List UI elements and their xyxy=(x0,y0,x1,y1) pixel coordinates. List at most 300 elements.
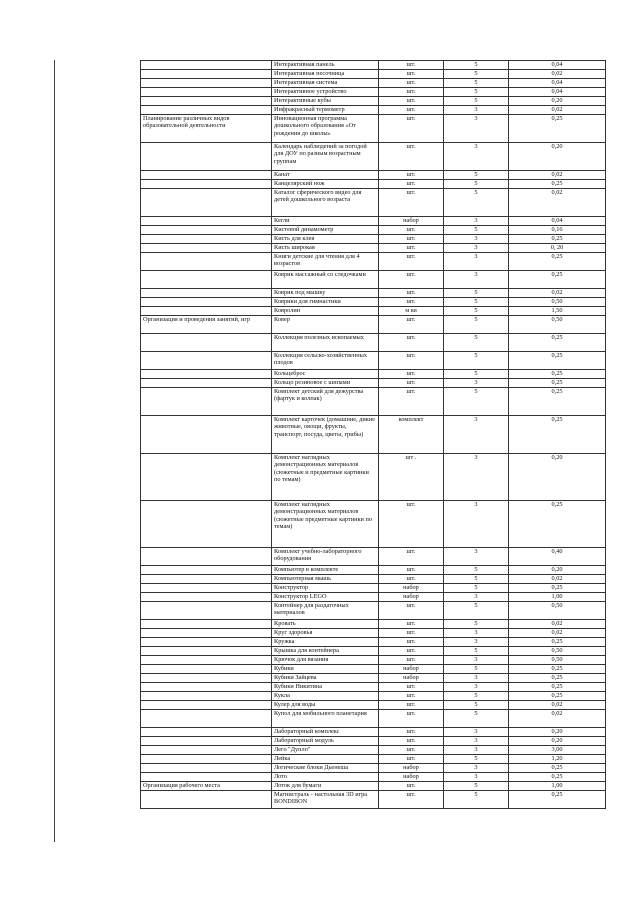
period-cell: 0,50 xyxy=(509,656,606,665)
table-row xyxy=(141,755,606,764)
item-name-cell: Лабораторный модуль xyxy=(272,737,379,746)
category-cell: Организация и проведения занятий, игр xyxy=(141,316,272,334)
period-cell: 0,25 xyxy=(509,235,606,244)
period-cell: 0,25 xyxy=(509,692,606,701)
period-cell: 0,04 xyxy=(509,79,606,88)
period-cell: 0,25 xyxy=(509,115,606,143)
item-name-cell: Интерактивная панель xyxy=(272,61,379,70)
category-cell xyxy=(141,226,272,235)
table-row xyxy=(141,115,606,143)
quantity-cell: 5 xyxy=(444,602,509,620)
item-name-cell: Кистевой динамометр xyxy=(272,226,379,235)
table-row xyxy=(141,656,606,665)
period-cell: 0,20 xyxy=(509,566,606,575)
period-cell: 1,50 xyxy=(509,307,606,316)
item-name-cell: Интерактивная песочница xyxy=(272,70,379,79)
item-name-cell: Канат xyxy=(272,171,379,180)
unit-cell: шт. xyxy=(379,710,444,728)
category-cell xyxy=(141,217,272,226)
unit-cell: шт. xyxy=(379,755,444,764)
period-cell: 3,00 xyxy=(509,746,606,755)
category-cell xyxy=(141,79,272,88)
quantity-cell: 5 xyxy=(444,180,509,189)
unit-cell: шт. xyxy=(379,180,444,189)
period-cell: 0,04 xyxy=(509,217,606,226)
quantity-cell: 3 xyxy=(444,683,509,692)
period-cell: 0,25 xyxy=(509,180,606,189)
category-cell xyxy=(141,548,272,566)
unit-cell: шт. xyxy=(379,638,444,647)
table-row xyxy=(141,737,606,746)
table-row xyxy=(141,388,606,416)
unit-cell: шт. xyxy=(379,171,444,180)
category-cell xyxy=(141,665,272,674)
item-name-cell: Кружка xyxy=(272,638,379,647)
quantity-cell: 5 xyxy=(444,316,509,334)
table-row xyxy=(141,674,606,683)
unit-cell: шт. xyxy=(379,701,444,710)
category-cell xyxy=(141,620,272,629)
table-row xyxy=(141,106,606,115)
quantity-cell: 3 xyxy=(444,416,509,454)
table-row xyxy=(141,217,606,226)
item-name-cell: Кубики Зайцева xyxy=(272,674,379,683)
quantity-cell: 5 xyxy=(444,79,509,88)
table-row xyxy=(141,298,606,307)
category-cell xyxy=(141,416,272,454)
page-margin-rule xyxy=(54,60,55,842)
item-name-cell: Коврик массажный со следочками xyxy=(272,271,379,289)
item-name-cell: Компьютер в комплекте xyxy=(272,566,379,575)
unit-cell: шт. xyxy=(379,189,444,217)
quantity-cell: 5 xyxy=(444,584,509,593)
period-cell: 0,50 xyxy=(509,316,606,334)
quantity-cell: 3 xyxy=(444,271,509,289)
category-cell: Планирование различных видов образовательной деятельности xyxy=(141,115,272,143)
table-row xyxy=(141,454,606,501)
unit-cell: шт. xyxy=(379,352,444,370)
item-name-cell: Комплект детский для дежурства (фартук и колпак) xyxy=(272,388,379,416)
period-cell: 0,20 xyxy=(509,97,606,106)
category-cell xyxy=(141,70,272,79)
unit-cell: шт. xyxy=(379,79,444,88)
category-cell xyxy=(141,143,272,171)
table-row xyxy=(141,352,606,370)
table-row xyxy=(141,782,606,791)
period-cell: 1,20 xyxy=(509,755,606,764)
item-name-cell: Коллекция полезных ископаемых xyxy=(272,334,379,352)
quantity-cell: 5 xyxy=(444,307,509,316)
quantity-cell: 3 xyxy=(444,244,509,253)
period-cell: 0,50 xyxy=(509,647,606,656)
item-name-cell: Крючок для вязания xyxy=(272,656,379,665)
unit-cell: шт. xyxy=(379,106,444,115)
period-cell: 0,25 xyxy=(509,416,606,454)
category-cell xyxy=(141,755,272,764)
item-name-cell: Кольцо резиновое с шипами xyxy=(272,379,379,388)
quantity-cell: 3 xyxy=(444,764,509,773)
category-cell xyxy=(141,701,272,710)
table-row xyxy=(141,647,606,656)
quantity-cell: 3 xyxy=(444,674,509,683)
quantity-cell: 3 xyxy=(444,115,509,143)
quantity-cell: 5 xyxy=(444,692,509,701)
item-name-cell: Магнистраль - настольная 3D игра BONDIBON xyxy=(272,791,379,809)
table-row xyxy=(141,584,606,593)
table-row xyxy=(141,70,606,79)
unit-cell: шт. xyxy=(379,728,444,737)
period-cell: 0,20 xyxy=(509,143,606,171)
item-name-cell: Коврики для гимнастики xyxy=(272,298,379,307)
item-name-cell: Купол для мобильного планетария xyxy=(272,710,379,728)
category-cell xyxy=(141,638,272,647)
table-row xyxy=(141,253,606,271)
table-row xyxy=(141,316,606,334)
quantity-cell: 5 xyxy=(444,575,509,584)
quantity-cell: 5 xyxy=(444,701,509,710)
unit-cell: шт. xyxy=(379,70,444,79)
quantity-cell: 3 xyxy=(444,454,509,501)
item-name-cell: Коллекция сельско-хозяйственных плодов xyxy=(272,352,379,370)
unit-cell: шт. xyxy=(379,656,444,665)
period-cell: 0,25 xyxy=(509,253,606,271)
item-name-cell: Ковер xyxy=(272,316,379,334)
period-cell: 0,50 xyxy=(509,298,606,307)
unit-cell: шт. xyxy=(379,782,444,791)
period-cell: 0,20 xyxy=(509,728,606,737)
item-name-cell: Кулер для воды xyxy=(272,701,379,710)
period-cell: 0,40 xyxy=(509,548,606,566)
item-name-cell: Кегли xyxy=(272,217,379,226)
unit-cell: набор xyxy=(379,217,444,226)
category-cell xyxy=(141,289,272,298)
item-name-cell: Кольцеброс xyxy=(272,370,379,379)
quantity-cell: 3 xyxy=(444,629,509,638)
category-cell xyxy=(141,171,272,180)
quantity-cell: 3 xyxy=(444,656,509,665)
quantity-cell: 5 xyxy=(444,791,509,809)
quantity-cell: 3 xyxy=(444,253,509,271)
category-cell xyxy=(141,773,272,782)
item-name-cell: Лейка xyxy=(272,755,379,764)
unit-cell: шт. xyxy=(379,602,444,620)
category-cell xyxy=(141,728,272,737)
period-cell: 0,02 xyxy=(509,575,606,584)
category-cell xyxy=(141,244,272,253)
quantity-cell: 5 xyxy=(444,710,509,728)
unit-cell: шт. xyxy=(379,298,444,307)
quantity-cell: 5 xyxy=(444,226,509,235)
table-row xyxy=(141,289,606,298)
table-row xyxy=(141,189,606,217)
quantity-cell: 3 xyxy=(444,106,509,115)
period-cell: 0,02 xyxy=(509,701,606,710)
table-row xyxy=(141,602,606,620)
period-cell: 0,25 xyxy=(509,674,606,683)
table-row xyxy=(141,143,606,171)
table-row xyxy=(141,226,606,235)
period-cell: 0,25 xyxy=(509,773,606,782)
unit-cell: шт. xyxy=(379,143,444,171)
table-row xyxy=(141,791,606,809)
quantity-cell: 3 xyxy=(444,548,509,566)
unit-cell: набор xyxy=(379,764,444,773)
category-cell xyxy=(141,575,272,584)
item-name-cell: Кровать xyxy=(272,620,379,629)
table-row xyxy=(141,746,606,755)
category-cell xyxy=(141,97,272,106)
item-name-cell: Кубики xyxy=(272,665,379,674)
equipment-table-body xyxy=(141,61,606,809)
unit-cell: набор xyxy=(379,593,444,602)
period-cell: 0,20 xyxy=(509,454,606,501)
period-cell: 0,25 xyxy=(509,764,606,773)
period-cell: 0,25 xyxy=(509,638,606,647)
item-name-cell: Каталог сферического видео для детей дошкольного возраста xyxy=(272,189,379,217)
unit-cell: шт. xyxy=(379,379,444,388)
item-name-cell: Интерактивная система xyxy=(272,79,379,88)
item-name-cell: Комплект учебно-лабораторного оборудования xyxy=(272,548,379,566)
period-cell: 0,50 xyxy=(509,602,606,620)
item-name-cell: Круг здоровья xyxy=(272,629,379,638)
quantity-cell: 5 xyxy=(444,88,509,97)
quantity-cell: 5 xyxy=(444,388,509,416)
unit-cell: шт. xyxy=(379,791,444,809)
period-cell: 0,25 xyxy=(509,584,606,593)
item-name-cell: Комплект наглядных демонстрационных материалов (сюжетные и предметные картинки по темам) xyxy=(272,454,379,501)
quantity-cell: 3 xyxy=(444,143,509,171)
table-row xyxy=(141,61,606,70)
period-cell: 0,02 xyxy=(509,629,606,638)
period-cell: 0,04 xyxy=(509,88,606,97)
unit-cell: шт. xyxy=(379,115,444,143)
item-name-cell: Контейнер для раздаточных материалов xyxy=(272,602,379,620)
category-cell xyxy=(141,180,272,189)
period-cell: 0,25 xyxy=(509,379,606,388)
category-cell xyxy=(141,370,272,379)
period-cell: 0,02 xyxy=(509,189,606,217)
item-name-cell: Конструктор xyxy=(272,584,379,593)
period-cell: 0,20 xyxy=(509,737,606,746)
category-cell xyxy=(141,737,272,746)
period-cell: 0,25 xyxy=(509,501,606,548)
unit-cell: шт. xyxy=(379,501,444,548)
unit-cell: шт. xyxy=(379,575,444,584)
period-cell: 0,02 xyxy=(509,710,606,728)
item-name-cell: Инфракрасный термометр xyxy=(272,106,379,115)
period-cell: 0,16 xyxy=(509,226,606,235)
quantity-cell: 5 xyxy=(444,620,509,629)
category-cell xyxy=(141,584,272,593)
unit-cell: шт. xyxy=(379,566,444,575)
item-name-cell: Конструктор LEGO xyxy=(272,593,379,602)
quantity-cell: 5 xyxy=(444,189,509,217)
item-name-cell: Календарь наблюдений за погодой для ДОУ по разным возрастным группам xyxy=(272,143,379,171)
unit-cell: шт. xyxy=(379,692,444,701)
table-row xyxy=(141,764,606,773)
unit-cell: набор xyxy=(379,665,444,674)
quantity-cell: 3 xyxy=(444,593,509,602)
category-cell xyxy=(141,593,272,602)
quantity-cell: 5 xyxy=(444,352,509,370)
period-cell: 0,25 xyxy=(509,791,606,809)
table-row xyxy=(141,501,606,548)
item-name-cell: Кукла xyxy=(272,692,379,701)
item-name-cell: Интерактивное устройство xyxy=(272,88,379,97)
period-cell: 0,25 xyxy=(509,388,606,416)
category-cell xyxy=(141,692,272,701)
table-row xyxy=(141,370,606,379)
unit-cell: набор xyxy=(379,773,444,782)
item-name-cell: Комплект карточек (домашние, дикие животные, овощи, фрукты, транспорт, посуда, цветы, грибы) xyxy=(272,416,379,454)
table-row xyxy=(141,728,606,737)
category-cell xyxy=(141,791,272,809)
table-row xyxy=(141,629,606,638)
period-cell: 0,25 xyxy=(509,370,606,379)
quantity-cell: 5 xyxy=(444,647,509,656)
unit-cell: шт. xyxy=(379,316,444,334)
unit-cell: шт. xyxy=(379,548,444,566)
category-cell xyxy=(141,629,272,638)
period-cell: 0,25 xyxy=(509,271,606,289)
period-cell: 0,02 xyxy=(509,171,606,180)
quantity-cell: 3 xyxy=(444,235,509,244)
category-cell xyxy=(141,352,272,370)
period-cell: 0,02 xyxy=(509,106,606,115)
unit-cell: м кв xyxy=(379,307,444,316)
unit-cell: шт. xyxy=(379,683,444,692)
quantity-cell: 3 xyxy=(444,728,509,737)
category-cell: Организация рабочего места xyxy=(141,782,272,791)
quantity-cell: 5 xyxy=(444,782,509,791)
category-cell xyxy=(141,683,272,692)
table-row xyxy=(141,334,606,352)
category-cell xyxy=(141,746,272,755)
quantity-cell: 5 xyxy=(444,370,509,379)
period-cell: 0,02 xyxy=(509,620,606,629)
unit-cell: набор xyxy=(379,584,444,593)
item-name-cell: Лото xyxy=(272,773,379,782)
unit-cell: шт. xyxy=(379,289,444,298)
period-cell: 0,25 xyxy=(509,334,606,352)
table-row xyxy=(141,566,606,575)
item-name-cell: Крышка для контейнера xyxy=(272,647,379,656)
table-row xyxy=(141,379,606,388)
item-name-cell: Лоток для бумаги xyxy=(272,782,379,791)
table-row xyxy=(141,620,606,629)
table-row xyxy=(141,638,606,647)
quantity-cell: 3 xyxy=(444,773,509,782)
category-cell xyxy=(141,388,272,416)
table-row xyxy=(141,665,606,674)
category-cell xyxy=(141,501,272,548)
quantity-cell: 5 xyxy=(444,665,509,674)
quantity-cell: 5 xyxy=(444,70,509,79)
period-cell: 0,25 xyxy=(509,683,606,692)
item-name-cell: Коврик под мышку xyxy=(272,289,379,298)
unit-cell: шт. xyxy=(379,61,444,70)
category-cell xyxy=(141,454,272,501)
quantity-cell: 5 xyxy=(444,289,509,298)
quantity-cell: 3 xyxy=(444,746,509,755)
category-cell xyxy=(141,379,272,388)
period-cell: 0,02 xyxy=(509,289,606,298)
item-name-cell: Книги детские для чтения для 4 возрастов xyxy=(272,253,379,271)
unit-cell: шт. xyxy=(379,97,444,106)
unit-cell: шт. xyxy=(379,388,444,416)
table-row xyxy=(141,416,606,454)
unit-cell: шт. xyxy=(379,370,444,379)
category-cell xyxy=(141,566,272,575)
table-row xyxy=(141,773,606,782)
table-row xyxy=(141,593,606,602)
item-name-cell: Инновационная программа дошкольного образования «От рождения до школы» xyxy=(272,115,379,143)
table-row xyxy=(141,171,606,180)
table-row xyxy=(141,271,606,289)
unit-cell: шт. xyxy=(379,226,444,235)
quantity-cell: 5 xyxy=(444,755,509,764)
table-row xyxy=(141,692,606,701)
equipment-table xyxy=(140,60,606,809)
table-row xyxy=(141,88,606,97)
unit-cell: шт. xyxy=(379,737,444,746)
unit-cell: шт. xyxy=(379,629,444,638)
item-name-cell: Лабораторный комплекс xyxy=(272,728,379,737)
quantity-cell: 3 xyxy=(444,638,509,647)
period-cell: 0,25 xyxy=(509,352,606,370)
quantity-cell: 5 xyxy=(444,97,509,106)
quantity-cell: 3 xyxy=(444,217,509,226)
table-row xyxy=(141,307,606,316)
item-name-cell: Кисть широкая xyxy=(272,244,379,253)
category-cell xyxy=(141,253,272,271)
unit-cell: набор xyxy=(379,674,444,683)
unit-cell: шт. xyxy=(379,235,444,244)
category-cell xyxy=(141,298,272,307)
quantity-cell: 5 xyxy=(444,298,509,307)
period-cell: 0, 20 xyxy=(509,244,606,253)
period-cell: 0,25 xyxy=(509,665,606,674)
unit-cell: комплект xyxy=(379,416,444,454)
unit-cell: шт. xyxy=(379,647,444,656)
quantity-cell: 5 xyxy=(444,334,509,352)
category-cell xyxy=(141,271,272,289)
item-name-cell: Компьютерная мышь xyxy=(272,575,379,584)
category-cell xyxy=(141,334,272,352)
quantity-cell: 3 xyxy=(444,379,509,388)
table-row xyxy=(141,683,606,692)
unit-cell: шт. xyxy=(379,253,444,271)
item-name-cell: Лего "Дупло" xyxy=(272,746,379,755)
unit-cell: шт. xyxy=(379,271,444,289)
table-row xyxy=(141,575,606,584)
unit-cell: шт . xyxy=(379,454,444,501)
item-name-cell: Кисть для клея xyxy=(272,235,379,244)
category-cell xyxy=(141,656,272,665)
item-name-cell: Ковролин xyxy=(272,307,379,316)
category-cell xyxy=(141,189,272,217)
table-row xyxy=(141,97,606,106)
item-name-cell: Кубики Никитина xyxy=(272,683,379,692)
category-cell xyxy=(141,88,272,97)
quantity-cell: 5 xyxy=(444,61,509,70)
quantity-cell: 5 xyxy=(444,566,509,575)
category-cell xyxy=(141,647,272,656)
table-row xyxy=(141,180,606,189)
table-row xyxy=(141,701,606,710)
category-cell xyxy=(141,106,272,115)
period-cell: 0,02 xyxy=(509,70,606,79)
